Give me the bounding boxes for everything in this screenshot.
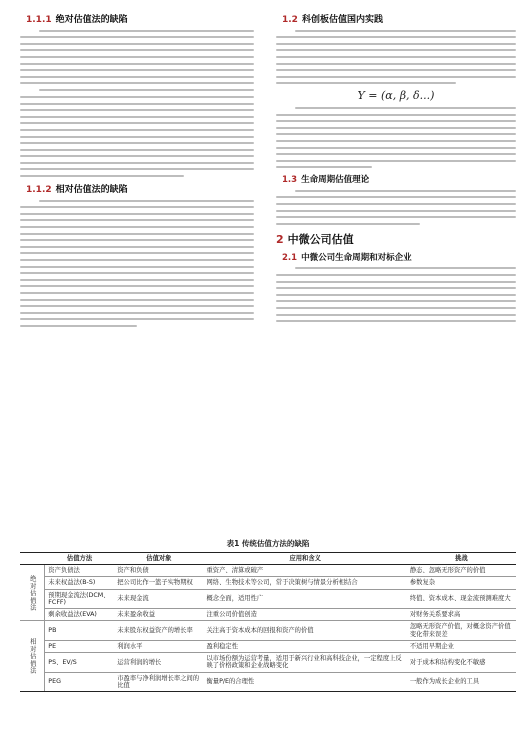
section-number: 2 [276, 232, 284, 246]
table-cell: 对财务关系要求高 [407, 609, 516, 621]
table-cell: 把公司比作一篮子实物期权 [114, 577, 203, 589]
body-paragraph [276, 190, 516, 225]
table-header-row [20, 553, 516, 565]
table-row [20, 589, 516, 608]
section-title: 中微公司生命周期和对标企业 [301, 252, 412, 263]
section-heading-1-3 [282, 173, 516, 185]
text-line [276, 36, 516, 38]
text-line [276, 63, 516, 65]
table-cell: 预期现金流法(DCM、FCFF) [45, 589, 114, 608]
text-line [276, 314, 516, 316]
right-column [276, 10, 516, 327]
text-line [276, 274, 516, 276]
text-line [20, 168, 254, 170]
text-line [20, 233, 254, 235]
table-group-label: 相对估值法 [20, 621, 45, 692]
text-line [20, 279, 254, 281]
text-line [295, 190, 516, 192]
table-cell: 未来权益法(B-S) [45, 577, 114, 589]
text-line [39, 89, 254, 91]
section-title: 绝对估值法的缺陷 [55, 15, 128, 25]
section-title: 科创板估值国内实践 [301, 15, 383, 25]
table-cell: 对于成本和结构变化不敏感 [407, 653, 516, 672]
text-line [276, 294, 516, 296]
table-row [20, 577, 516, 589]
text-line [20, 206, 254, 208]
table-row [20, 640, 516, 652]
left-column [20, 10, 254, 332]
text-line [20, 149, 254, 151]
text-line [295, 30, 516, 32]
section-title: 相对估值法的缺陷 [55, 185, 128, 196]
text-line [276, 320, 516, 322]
text-line [276, 287, 516, 289]
text-line [20, 49, 254, 51]
text-line [20, 43, 254, 45]
section-heading-2 [276, 231, 516, 247]
section-heading-1-1-2 [26, 182, 254, 195]
table-header-cell: 估值对象 [114, 553, 203, 565]
section-number: 1.1.1 [26, 15, 52, 25]
text-line [20, 305, 254, 307]
table-row [20, 653, 516, 672]
table-cell: PE [45, 640, 114, 652]
body-paragraph [276, 30, 516, 85]
text-line [276, 216, 516, 218]
section-number: 1.2 [282, 15, 298, 25]
text-line [276, 43, 516, 45]
text-line [276, 114, 516, 116]
text-line [20, 162, 254, 164]
text-line [20, 219, 254, 221]
table-cell: PB [45, 621, 114, 640]
table-cell: 衡量P/E的合理性 [204, 672, 407, 691]
text-line [276, 82, 456, 84]
table-cell: 不适用早期企业 [407, 640, 516, 652]
text-line [20, 252, 254, 254]
table-cell: 剩余收益法(EVA) [45, 609, 114, 621]
text-line [20, 155, 254, 157]
text-line [20, 239, 254, 241]
text-line [20, 213, 254, 215]
table-row [20, 672, 516, 691]
text-line [276, 223, 420, 225]
text-line [20, 103, 254, 105]
text-line [39, 30, 254, 32]
text-line [276, 147, 516, 149]
text-line [276, 196, 516, 198]
table-group-label: 绝对估值法 [20, 565, 45, 621]
text-line [276, 76, 516, 78]
text-line [20, 266, 254, 268]
table-cell: 未来股东权益资产的增长率 [114, 621, 203, 640]
section-title: 中微公司估值 [287, 232, 354, 246]
table-cell: PS、EV/S [45, 653, 114, 672]
text-line [276, 300, 516, 302]
text-line [276, 210, 516, 212]
text-line [20, 272, 254, 274]
text-line [20, 63, 254, 65]
text-line [20, 318, 254, 320]
text-line [276, 166, 372, 168]
table-header-cell: 估值方法 [45, 553, 114, 565]
table-header-cell: 应用和含义 [204, 553, 407, 565]
table-cell: 重资产、清算或破产 [204, 565, 407, 577]
table-cell: 参数复杂 [407, 577, 516, 589]
table-cell: 注重公司价值创造 [204, 609, 407, 621]
table-cell: 一般作为成长企业的工具 [407, 672, 516, 691]
table-cell: 未来盈余收益 [114, 609, 203, 621]
table-cell: 未来现金流 [114, 589, 203, 608]
table-caption: 表1 传统估值方法的缺陷 [226, 539, 310, 548]
text-line [39, 200, 254, 202]
table-cell: PEG [45, 672, 114, 691]
text-line [276, 203, 516, 205]
table-row [20, 609, 516, 621]
text-line [295, 107, 516, 109]
text-line [20, 285, 254, 287]
table-cell: 资产负债法 [45, 565, 114, 577]
text-line [295, 267, 516, 269]
table-cell: 静态、忽略无形资产的价值 [407, 565, 516, 577]
text-line [20, 109, 254, 111]
text-line [20, 246, 254, 248]
table-cell: 运营利润的增长 [114, 653, 203, 672]
text-line [20, 82, 254, 84]
section-number: 2.1 [282, 252, 298, 263]
text-line [276, 307, 516, 309]
text-line [20, 226, 254, 228]
body-paragraph [276, 107, 516, 168]
text-line [20, 299, 254, 301]
text-line [276, 127, 516, 129]
text-line [20, 36, 254, 38]
table-row [20, 565, 516, 577]
section-heading-1-1-1 [26, 12, 254, 25]
text-line [20, 129, 254, 131]
text-line [20, 76, 254, 78]
text-line [276, 140, 516, 142]
table-cell: 概念全面，适用性广 [204, 589, 407, 608]
valuation-methods-table-block [20, 538, 516, 692]
body-paragraph [20, 200, 254, 327]
table-cell: 终值、资本成本、现金流预测难度大 [407, 589, 516, 608]
section-number: 1.1.2 [26, 185, 52, 196]
table-cell: 盈利稳定性 [204, 640, 407, 652]
valuation-methods-table [20, 552, 516, 692]
text-line [20, 292, 254, 294]
text-line [276, 160, 516, 162]
text-line [276, 153, 516, 155]
table-cell: 以市场份额为运营考量，适用于新兴行业和高科技企业，一定程度上反映了价格政策和企业战略变化 [204, 653, 407, 672]
table-cell: 资产和负债 [114, 565, 203, 577]
table-body [20, 565, 516, 692]
table-row [20, 621, 516, 640]
text-line [20, 136, 254, 138]
text-line [20, 69, 254, 71]
text-line [20, 122, 254, 124]
text-line [20, 116, 254, 118]
text-line [20, 56, 254, 58]
text-line [276, 281, 516, 283]
text-line [276, 69, 516, 71]
text-line [276, 56, 516, 58]
body-paragraph [20, 89, 254, 177]
text-line [20, 325, 137, 327]
text-line [276, 120, 516, 122]
section-title: 生命周期估值理论 [301, 175, 370, 186]
text-line [276, 49, 516, 51]
table-cell: 关注高于资本成本的回报和资产的价值 [204, 621, 407, 640]
section-heading-2-1 [282, 251, 516, 263]
text-line [20, 142, 254, 144]
section-heading-1-2 [282, 12, 516, 25]
table-header-cell [20, 553, 45, 565]
table-cell: 忽略无形资产价值，对概念资产价值变化带来误差 [407, 621, 516, 640]
table-header-cell: 挑战 [407, 553, 516, 565]
table-cell: 市盈率与净利润增长率之间的比值 [114, 672, 203, 691]
text-line [20, 96, 254, 98]
table-cell: 网络、生物技术等公司，常于决策树与情景分析相结合 [204, 577, 407, 589]
text-line [276, 133, 516, 135]
text-line [20, 312, 254, 314]
table-cell: 利润水平 [114, 640, 203, 652]
body-paragraph [20, 30, 254, 85]
text-line [20, 259, 254, 261]
formula: Y = (α, β, δ...) [357, 89, 435, 103]
body-paragraph [276, 267, 516, 322]
section-number: 1.3 [282, 175, 298, 186]
text-line [20, 175, 184, 177]
